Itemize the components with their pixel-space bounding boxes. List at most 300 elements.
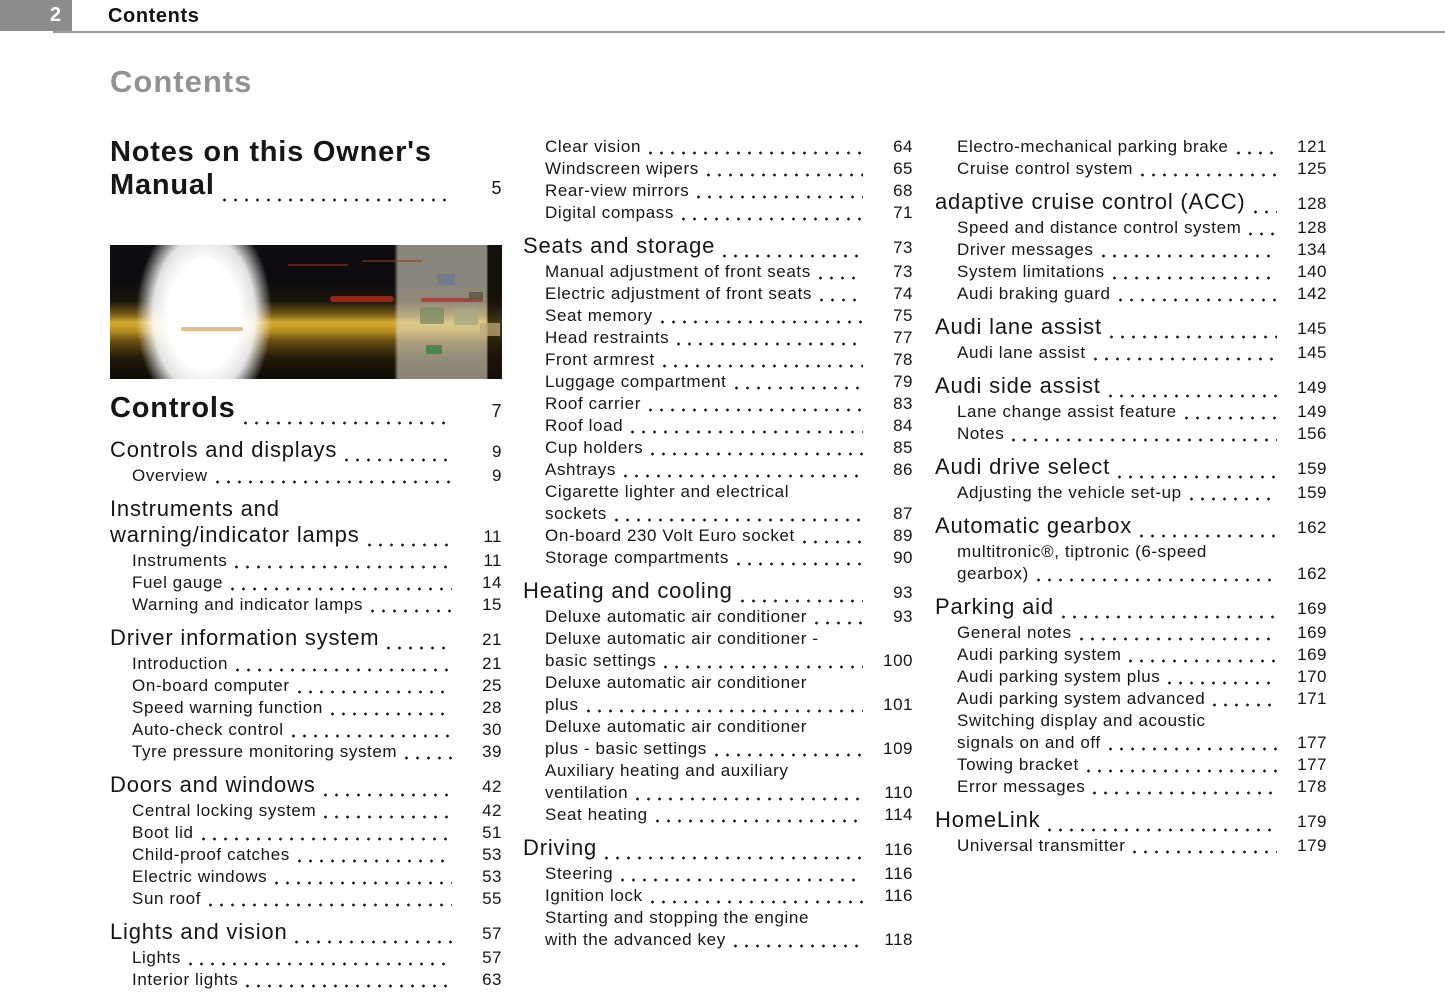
toc-page-number: 177: [1297, 733, 1327, 752]
toc-entry-row: [132, 969, 502, 991]
toc-entry-row: [545, 158, 913, 180]
toc-entry-text: Seats and storage: [523, 233, 716, 258]
toc-entry-text: Interior lights: [132, 970, 239, 989]
toc-entry-text: Driver information system: [110, 625, 380, 650]
toc-column-left: [110, 136, 502, 991]
dot-leader: [1048, 828, 1277, 832]
toc-entry: [523, 525, 913, 547]
toc-entry-text: plus: [545, 695, 579, 714]
toc-entry-text: Clear vision: [545, 137, 642, 156]
toc-entry-row: [957, 239, 1327, 261]
toc-entry-row: [935, 189, 1327, 217]
toc-entry: [110, 866, 502, 888]
toc-entry-text: General notes: [957, 623, 1072, 642]
toc-page-number: 116: [884, 886, 913, 905]
toc-page-number: 65: [893, 159, 913, 178]
toc-entry-text: Luggage compartment: [545, 372, 727, 391]
toc-entry-row: [545, 738, 913, 760]
toc-entry-row: [935, 594, 1327, 622]
toc-entry-text: Ashtrays: [545, 460, 616, 479]
toc-entry-text: Seat memory: [545, 306, 653, 325]
toc-entry-row: [132, 888, 502, 910]
toc-entry-row: [545, 503, 913, 525]
toc-entry-row: [523, 835, 913, 863]
dashboard-night-photo: [110, 245, 502, 379]
toc-page-number: 42: [482, 801, 502, 820]
dot-leader: [1118, 475, 1277, 479]
dot-leader: [235, 565, 452, 569]
toc-entry-text: Audi lane assist: [957, 343, 1086, 362]
toc-entry-text: Head restraints: [545, 328, 670, 347]
toc-entry-text: Deluxe automatic air conditioner -: [545, 629, 819, 648]
toc-entry: [523, 305, 913, 327]
toc-entry: [935, 594, 1327, 622]
dot-leader: [819, 276, 863, 280]
toc-entry: [523, 481, 913, 525]
toc-entry-text: Lane change assist feature: [957, 402, 1177, 421]
toc-entry: [523, 863, 913, 885]
toc-entry-text: Instruments: [132, 551, 228, 570]
dot-leader: [1141, 173, 1277, 177]
toc-page-number: 156: [1297, 424, 1327, 443]
toc-page-number: 55: [482, 889, 502, 908]
toc-page-number: 57: [482, 948, 502, 967]
toc-entry: [523, 547, 913, 569]
toc-entry-text: Front armrest: [545, 350, 655, 369]
dot-leader: [189, 962, 452, 966]
toc-entry: [523, 628, 913, 672]
toc-entry-text: with the advanced key: [545, 930, 726, 949]
toc-page-number: 177: [1297, 755, 1327, 774]
toc-entry-row: [523, 578, 913, 606]
toc-entry: [523, 606, 913, 628]
toc-page-number: 85: [893, 438, 913, 457]
dot-leader: [715, 753, 863, 757]
header-title: Contents: [108, 5, 200, 27]
toc-entry-row: [132, 465, 502, 487]
toc-entry-text: Lights: [132, 948, 181, 967]
toc-entry-row: [545, 261, 913, 283]
toc-page-number: 179: [1297, 812, 1327, 831]
toc-entry-text: Cup holders: [545, 438, 644, 457]
dot-leader: [202, 837, 452, 841]
dot-leader: [368, 543, 452, 547]
dot-leader: [649, 408, 863, 412]
dot-leader: [1119, 298, 1277, 302]
toc-entry-text: Notes: [957, 424, 1005, 443]
toc-entry: [935, 710, 1327, 754]
toc-entry: [935, 622, 1327, 644]
toc-entry: [523, 415, 913, 437]
toc-entry-row: [132, 572, 502, 594]
toc-entry-row: [935, 807, 1327, 835]
toc-column-right: [935, 136, 1327, 857]
toc-entry-text: Driving: [523, 835, 598, 860]
toc-entry-text: Adjusting the vehicle set-up: [957, 483, 1182, 502]
toc-entry-text: Audi side assist: [935, 373, 1101, 398]
toc-entry-row: [132, 550, 502, 572]
toc-entry-text: gearbox): [957, 564, 1029, 583]
toc-page-number: 21: [482, 654, 502, 673]
toc-entry-text: Storage compartments: [545, 548, 729, 567]
toc-entry: [110, 719, 502, 741]
toc-page-number: 114: [884, 805, 913, 824]
header-rule: [53, 31, 1445, 33]
toc-page-number: 149: [1297, 378, 1327, 397]
toc-entry-text: Controls: [110, 392, 236, 424]
toc-entry: [523, 371, 913, 393]
toc-entry-row: [935, 513, 1327, 541]
toc-entry: [935, 454, 1327, 482]
toc-entry: [110, 572, 502, 594]
toc-entry-row: [957, 283, 1327, 305]
toc-page-number: 64: [893, 137, 913, 156]
dot-leader: [1012, 438, 1277, 442]
toc-entry: [523, 907, 913, 951]
toc-entry-row: [545, 415, 913, 437]
toc-entry-text: Roof carrier: [545, 394, 642, 413]
toc-entry-text: Heating and cooling: [523, 578, 733, 603]
toc-entry-row: [545, 459, 913, 481]
toc-entry-text: Parking aid: [935, 594, 1054, 619]
toc-page-number: 121: [1297, 137, 1327, 156]
dot-leader: [615, 518, 863, 522]
dot-leader: [387, 646, 452, 650]
toc-entry: [110, 888, 502, 910]
toc-page-number: 73: [893, 262, 913, 281]
toc-page-number: 25: [482, 676, 502, 695]
toc-page-number: 90: [893, 548, 913, 567]
dot-leader: [649, 151, 863, 155]
toc-page-number: 39: [482, 742, 502, 761]
dot-leader: [1080, 637, 1277, 641]
toc-entry: [523, 885, 913, 907]
toc-entry: [523, 804, 913, 826]
toc-entry-row: [132, 719, 502, 741]
dot-leader: [1094, 357, 1277, 361]
dot-leader: [371, 609, 452, 613]
toc-entry-row: [545, 804, 913, 826]
toc-page-number: 78: [893, 350, 913, 369]
toc-page-number: 87: [893, 504, 913, 523]
dot-leader: [275, 881, 452, 885]
toc-entry: [110, 675, 502, 697]
toc-entry-text: Audi drive select: [935, 454, 1111, 479]
toc-page-number: 84: [893, 416, 913, 435]
toc-page-number: 74: [893, 284, 913, 303]
toc-entry-row: [545, 349, 913, 371]
toc-entry: [110, 697, 502, 719]
toc-entry-row: [110, 169, 502, 205]
toc-entry: [110, 496, 502, 550]
dot-leader: [216, 480, 452, 484]
toc-page-number: 169: [1297, 645, 1327, 664]
toc-entry-text: On-board 230 Volt Euro socket: [545, 526, 795, 545]
toc-entry-row: [545, 327, 913, 349]
dot-leader: [587, 709, 863, 713]
toc-page-number: 77: [893, 328, 913, 347]
toc-entry-text: Auxiliary heating and auxiliary: [545, 761, 789, 780]
toc-entry-row: [957, 688, 1327, 710]
toc-entry: [110, 822, 502, 844]
page-title: Contents: [110, 64, 253, 99]
toc-entry-text: Deluxe automatic air conditioner: [545, 717, 808, 736]
toc-entry-text: Driver messages: [957, 240, 1094, 259]
toc-page-number: 128: [1297, 194, 1327, 213]
toc-entry: [523, 760, 913, 804]
dot-leader: [345, 458, 452, 462]
dot-leader: [1113, 276, 1277, 280]
toc-entry-row: [545, 650, 913, 672]
toc-page-number: 169: [1297, 599, 1327, 618]
dot-leader: [331, 712, 452, 716]
toc-page-number: 7: [491, 401, 502, 421]
dot-leader: [697, 195, 863, 199]
toc-entry-text: Sun roof: [132, 889, 202, 908]
toc-entry-row: [545, 782, 913, 804]
dot-leader: [631, 430, 863, 434]
dot-leader: [295, 940, 452, 944]
toc-entry: [523, 261, 913, 283]
toc-entry-row: [545, 283, 913, 305]
toc-column-middle: [523, 136, 913, 951]
toc-page-number: 142: [1297, 284, 1327, 303]
toc-entry-row: [132, 822, 502, 844]
toc-entry-text: Steering: [545, 864, 614, 883]
dot-leader: [324, 815, 452, 819]
toc-entry-text: ventilation: [545, 783, 629, 802]
dot-leader: [636, 797, 863, 801]
dot-leader: [292, 734, 452, 738]
toc-entry: [110, 392, 502, 428]
toc-entry-text: Tyre pressure monitoring system: [132, 742, 398, 761]
dot-leader: [1185, 416, 1277, 420]
toc-page-number: 162: [1297, 518, 1327, 537]
toc-entry-text: HomeLink: [935, 807, 1041, 832]
toc-entry: [110, 653, 502, 675]
toc-entry-text: Deluxe automatic air conditioner: [545, 607, 808, 626]
dot-leader: [405, 756, 452, 760]
toc-page-number: 171: [1297, 689, 1327, 708]
toc-page-number: 73: [893, 238, 913, 257]
toc-entry-text: Error messages: [957, 777, 1086, 796]
toc-entry-row: [957, 342, 1327, 364]
toc-page-number: 11: [483, 527, 502, 546]
toc-entry-text: Speed warning function: [132, 698, 323, 717]
toc-entry: [523, 283, 913, 305]
toc-entry-text: Electric adjustment of front seats: [545, 284, 813, 303]
toc-page-number: 53: [482, 867, 502, 886]
toc-entry-text: Doors and windows: [110, 772, 316, 797]
toc-entry: [523, 672, 913, 716]
toc-entry-row: [957, 482, 1327, 504]
toc-entry: [110, 550, 502, 572]
toc-entry: [935, 776, 1327, 798]
toc-entry-row: [545, 863, 913, 885]
dot-leader: [1237, 151, 1278, 155]
toc-entry: [935, 401, 1327, 423]
toc-entry-text: Audi parking system: [957, 645, 1122, 664]
toc-page-number: 51: [482, 823, 502, 842]
toc-entry: [523, 459, 913, 481]
toc-entry-text: Manual adjustment of front seats: [545, 262, 811, 281]
toc-page-number: 11: [483, 551, 502, 570]
dot-leader: [1037, 578, 1277, 582]
toc-entry-text: Rear-view mirrors: [545, 181, 690, 200]
dot-leader: [803, 540, 863, 544]
toc-page-number: 15: [482, 595, 502, 614]
toc-entry-text: Warning and indicator lamps: [132, 595, 364, 614]
toc-page-number: 79: [893, 372, 913, 391]
dot-leader: [734, 944, 863, 948]
toc-page-number: 63: [482, 970, 502, 989]
toc-page-number: 42: [482, 777, 502, 796]
toc-entry: [523, 327, 913, 349]
toc-page-number: 14: [482, 573, 502, 592]
toc-entry-text: Audi parking system advanced: [957, 689, 1206, 708]
dot-leader: [664, 665, 863, 669]
toc-entry-row: [110, 437, 502, 465]
toc-entry-text: Overview: [132, 466, 208, 485]
dot-leader: [231, 587, 452, 591]
toc-entry-row: [132, 947, 502, 969]
toc-entry-text: Audi parking system plus: [957, 667, 1161, 686]
toc-entry-text: Introduction: [132, 654, 229, 673]
dot-leader: [820, 298, 863, 302]
toc-entry-row: [110, 522, 502, 550]
toc-page-number: 75: [893, 306, 913, 325]
toc-entry-text: Electro-mechanical parking brake: [957, 137, 1229, 156]
dot-leader: [651, 900, 863, 904]
toc-entry-row: [957, 401, 1327, 423]
dot-leader: [682, 217, 863, 221]
toc-entry-row: [132, 844, 502, 866]
dot-leader: [1087, 769, 1277, 773]
toc-entry: [523, 136, 913, 158]
toc-page-number: 145: [1297, 343, 1327, 362]
dot-leader: [741, 599, 863, 603]
toc-entry: [935, 158, 1327, 180]
toc-entry-row: [935, 373, 1327, 401]
toc-page-number: 169: [1297, 623, 1327, 642]
toc-entry-row: [957, 423, 1327, 445]
toc-entry-row: [545, 929, 913, 951]
toc-page-number: 101: [883, 695, 913, 714]
dot-leader: [1109, 747, 1277, 751]
toc-page-number: 159: [1297, 483, 1327, 502]
dot-leader: [223, 198, 452, 202]
toc-entry: [523, 202, 913, 224]
toc-entry-text: Manual: [110, 169, 215, 201]
toc-entry-text: warning/indicator lamps: [110, 522, 360, 547]
dot-leader: [677, 342, 863, 346]
dot-leader: [236, 668, 452, 672]
toc-entry-text: Speed and distance control system: [957, 218, 1242, 237]
toc-entry-text: Controls and displays: [110, 437, 338, 462]
toc-entry: [935, 688, 1327, 710]
dot-leader: [1190, 497, 1277, 501]
dot-leader: [661, 320, 863, 324]
dot-leader: [324, 793, 452, 797]
toc-entry-row: [545, 694, 913, 716]
toc-entry: [935, 283, 1327, 305]
toc-entry-text: basic settings: [545, 651, 657, 670]
toc-page-number: 93: [893, 607, 913, 626]
toc-entry-text: Starting and stopping the engine: [545, 908, 809, 927]
dot-leader: [621, 878, 863, 882]
toc-page-number: 128: [1297, 218, 1327, 237]
toc-entry-text: Automatic gearbox: [935, 513, 1133, 538]
toc-entry-row: [545, 393, 913, 415]
toc-page-number: 134: [1297, 240, 1327, 259]
toc-page-number: 30: [482, 720, 502, 739]
toc-entry-text: Central locking system: [132, 801, 317, 820]
toc-page-number: 159: [1297, 459, 1327, 478]
toc-entry-row: [110, 919, 502, 947]
toc-entry-text: Deluxe automatic air conditioner: [545, 673, 808, 692]
toc-entry-row: [110, 772, 502, 800]
toc-page-number: 116: [884, 864, 913, 883]
dot-leader: [1129, 659, 1277, 663]
toc-entry-row: [957, 732, 1327, 754]
toc-page-number: 109: [883, 739, 913, 758]
dot-leader: [1213, 703, 1277, 707]
toc-page-number: 178: [1297, 777, 1327, 796]
toc-entry: [523, 393, 913, 415]
dot-leader: [1254, 210, 1277, 214]
toc-entry-text: Electric windows: [132, 867, 268, 886]
toc-page-number: 57: [482, 924, 502, 943]
toc-page-number: 118: [884, 930, 913, 949]
toc-entry: [523, 835, 913, 863]
toc-entry: [935, 482, 1327, 504]
toc-entry-row: [957, 835, 1327, 857]
toc-entry-text: Cruise control system: [957, 159, 1134, 178]
dot-leader: [209, 903, 452, 907]
toc-entry: [935, 754, 1327, 776]
dot-leader: [1110, 335, 1277, 339]
dot-leader: [1062, 615, 1277, 619]
toc-entry-text: Boot lid: [132, 823, 194, 842]
toc-entry-row: [957, 261, 1327, 283]
toc-entry-row: [545, 606, 913, 628]
toc-entry: [935, 666, 1327, 688]
toc-entry: [110, 969, 502, 991]
toc-entry-text: Switching display and acoustic: [957, 711, 1206, 730]
toc-page-number: 140: [1297, 262, 1327, 281]
toc-entry-text: Lights and vision: [110, 919, 288, 944]
dot-leader: [707, 173, 863, 177]
dot-leader: [298, 690, 452, 694]
toc-entry-row: [110, 625, 502, 653]
dot-leader: [1140, 534, 1277, 538]
toc-entry-row: [545, 371, 913, 393]
toc-entry-row: [957, 754, 1327, 776]
toc-page-number: 53: [482, 845, 502, 864]
dot-leader: [737, 562, 863, 566]
toc-entry: [523, 716, 913, 760]
toc-page-number: 179: [1297, 836, 1327, 855]
toc-entry: [523, 158, 913, 180]
toc-entry-row: [545, 885, 913, 907]
toc-entry: [110, 772, 502, 800]
toc-entry-row: [132, 800, 502, 822]
toc-entry: [935, 807, 1327, 835]
toc-page-number: 100: [883, 651, 913, 670]
toc-entry: [935, 513, 1327, 541]
toc-page-number: 125: [1297, 159, 1327, 178]
toc-entry: [110, 136, 502, 205]
